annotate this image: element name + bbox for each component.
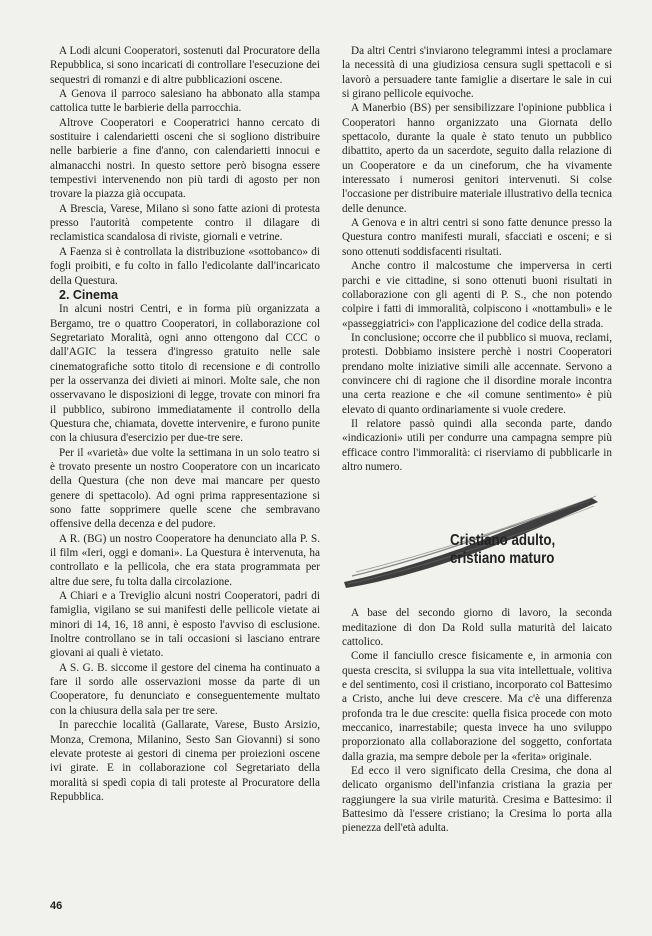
paragraph: A Manerbio (BS) per sensibilizzare l'opinione pubblica i Cooperatori hanno organizzato una Giornata dello spettacolo, durante la quale è stato tenuto un pubblico dibattito, aperto da un sacerdote, seguito dalla relazione di un Cooperatore e da un cineforum, che ha vivamente interessato i numerosi genitori intervenuti. Si colse l'occasione per distribuire materiale illustrativo della tecnica delle denunce. xyxy=(342,102,612,215)
paragraph: Ed ecco il vero significato della Cresima, che dona al delicato organismo dell'infanzia cristiana la grazia per raggiungere la sua virile maturità. Cresima e Battesimo: il Battesimo dà l'essere cristiano; la Cresima lo porta alla pienezza dell'età adulta. xyxy=(342,765,612,835)
paragraph: A R. (BG) un nostro Cooperatore ha denunciato alla P. S. il film «Ieri, oggi e domani». La Questura è intervenuta, ha controllato e la pellicola, che era stata programmata per altre due sere, fu tolta dalla circolazione. xyxy=(50,532,320,588)
paragraph: A Faenza si è controllata la distribuzione «sottobanco» di fogli proibiti, e fu colto in fallo l'edicolante dall'incaricato della Questura. xyxy=(50,245,320,287)
paragraph: Da altri Centri s'inviarono telegrammi intesi a proclamare la necessità di una giudiziosa censura sugli spettacoli e si lavorò a persuadere tante famiglie a disertare le sale in cui si girano pellicole equivoche. xyxy=(342,45,612,101)
paragraph: Per il «varietà» due volte la settimana in un solo teatro si è trovato presente un nostro Cooperatore con un incaricato della Questura (che non deve mai mancare per questo genere di spettacolo). Ad ogni prima rappresentazione si sono fatte sopprimere quelle scene che sembravano offensive della decenza e del pudore. xyxy=(50,446,320,531)
section-banner xyxy=(342,492,612,596)
paragraph: Il relatore passò quindi alla seconda parte, dando «indicazioni» utili per condurre una campagna sempre più efficace contro l'immoralità: ci riserviamo di pubblicarle in altro numero. xyxy=(342,417,612,473)
paragraph: A base del secondo giorno di lavoro, la seconda meditazione di don Da Rold sulla maturità del laicato cattolico. xyxy=(342,607,612,648)
paragraph: Anche contro il malcostume che imperversa in certi parchi e vie cittadine, si sono ottenuti buoni risultati in collaborazione con gli agenti di P. S., che non potendo colpire i fatti di immoralità, colpiscono i «nottambuli» e le «passeggiatrici» con l'applicazione del codice della strada. xyxy=(342,260,612,330)
page-number: 46 xyxy=(50,900,63,912)
paragraph: A Genova il parroco salesiano ha abbonato alla stampa cattolica tutte le barbierie della parrocchia. xyxy=(50,88,320,115)
paragraph: Come il fanciullo cresce fisicamente e, in armonia con questa crescita, si sviluppa la sua vita intellettuale, volitiva e del sentimento, così il cristiano, incorporato col Battesimo a Cristo, anche lui deve crescere. Ma c'è una differenza profonda tra le due crescite: quella fisica procede con moto meccanico, inarrestabile; questa invece ha uno sviluppo proporzionato alla collaborazione del soggetto, confortata dalla grazia, ma sempre debole per la «ferita» originale. xyxy=(342,650,612,763)
banner-line-1: Cristiano adulto, xyxy=(450,532,556,550)
paragraph: A Lodi alcuni Cooperatori, sostenuti dal Procuratore della Repubblica, si sono incaricati di controllare l'esecuzione dei sequestri di romanzi e di altre pubblicazioni oscene. xyxy=(50,45,320,86)
paragraph: A Brescia, Varese, Milano si sono fatte azioni di protesta presso l'autorità competente contro il dilagare di reclamistica scandalosa di riviste, giornali e vetrine. xyxy=(50,202,320,244)
paragraph: A Genova e in altri centri si sono fatte denunce presso la Questura contro manifesti murali, sfacciati e osceni; e si sono ottenuti soddisfacenti risultati. xyxy=(342,217,612,258)
paragraph: Altrove Cooperatori e Cooperatrici hanno cercato di sostituire i calendarietti osceni che si sogliono distribuire nelle barbierie a fine d'anno, con calendarietti innocui e almanacchi nostri. In questo settore però bisogna essere tempestivi intervenendo non più tardi di agosto per non trovare la piazza già occupata. xyxy=(50,116,320,201)
paragraph: A Chiari e a Treviglio alcuni nostri Cooperatori, padri di famiglia, vigilano se sui manifesti delle pellicole vietate ai minori di 14, 16, 18 anni, è esposto l'avviso di esclusione. Inoltre controllano se in tali occasioni si lasciano entrare giovani ai quali è vietato. xyxy=(50,590,320,660)
paragraph: In conclusione; occorre che il pubblico si muova, reclami, protesti. Dobbiamo insistere perchè i nostri Cooperatori prendano molte iniziative simili alle accennate. Servono a convincere chi di ragione che il disordine morale incontra una certa reazione e che «il comune sentimento» è più elevato di quanto ordinariamente si vuole credere. xyxy=(342,331,612,416)
left-column xyxy=(50,44,320,804)
paragraph: A S. G. B. siccome il gestore del cinema ha continuato a fare il sordo alle osservazioni mosse da parte di un Cooperatore, fu denunciato e conseguentemente multato con la chiusura della sala per tre sere. xyxy=(50,661,320,717)
paragraph: In parecchie località (Gallarate, Varese, Busto Arsizio, Monza, Cremona, Milanino, Sesto San Giovanni) si sono elevate proteste ai gestori di cinema per proiezioni oscene ivi girate. E in collaborazione col Segretariato della moralità si spedì copia di tali proteste al Procuratore della Repubblica. xyxy=(50,719,320,803)
right-column xyxy=(342,44,612,836)
banner-line-2: cristiano maturo xyxy=(450,550,555,568)
paragraph: In alcuni nostri Centri, e in forma più organizzata a Bergamo, tre o quattro Cooperatori, in collaborazione col Segretariato Moralità, ogni anno ottengono dal CCC o dall'AGIC la tessera d'ingresso gratuito nelle sale cinematografiche sotto titolo di recensione e di controllo per la osservanza dei divieti ai minori. Molte sale, che non osservavano le disposizioni di legge, trovate con minori fra il pubblico, subirono immediatamente il controllo della Questura che, chiamata, dovette intervenire, e furono punite con la chiusura d'esercizio per due-tre sere. xyxy=(50,303,320,445)
banner-title xyxy=(450,532,579,568)
section-title: 2. Cinema xyxy=(59,287,119,302)
